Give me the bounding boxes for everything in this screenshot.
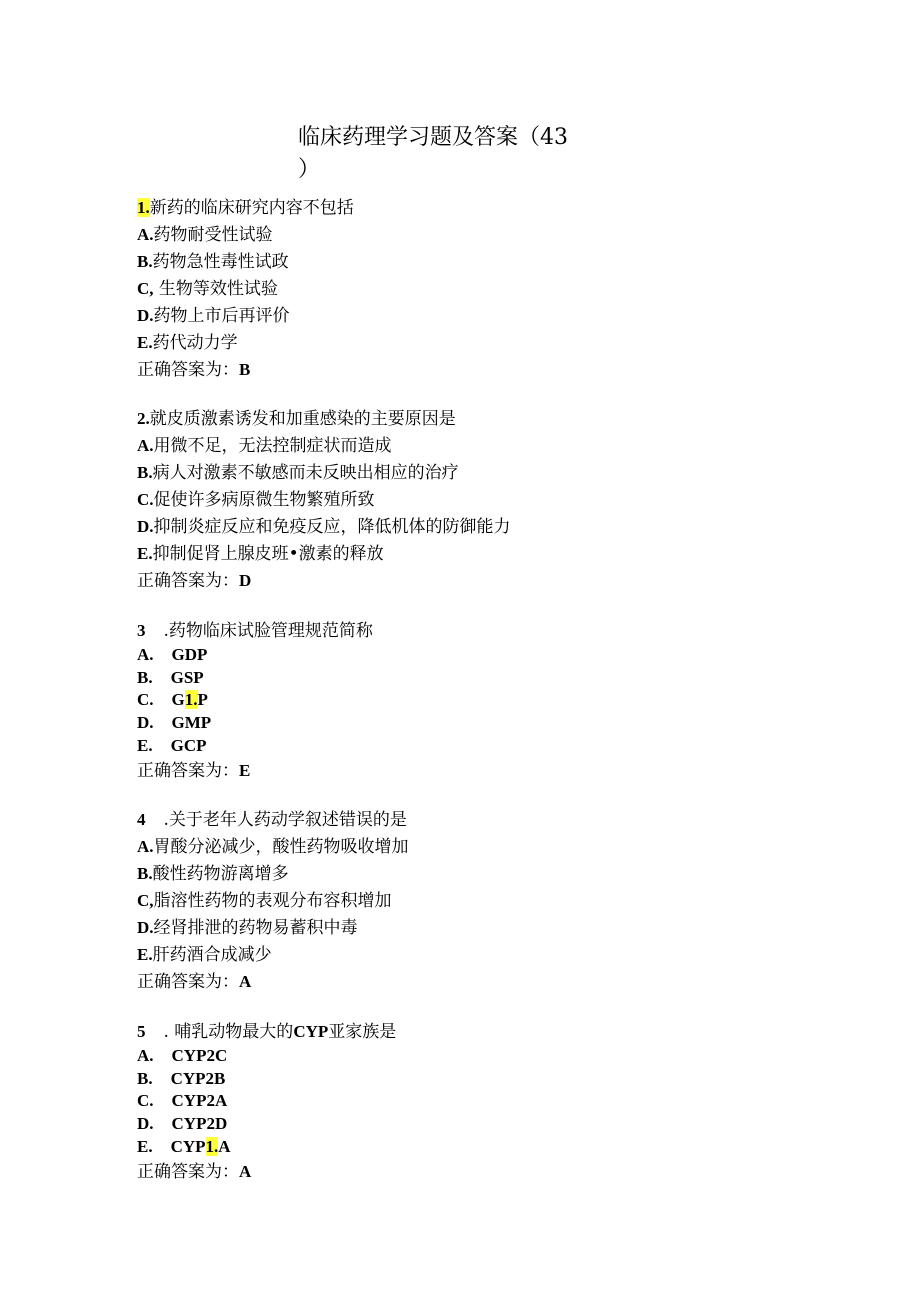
- option-text: 胃酸分泌减少，酸性药物吸收增加: [153, 837, 409, 857]
- stem-text-suffix: 亚家族是: [328, 1022, 397, 1042]
- option-text: 促使许多病原微生物繁殖所致: [153, 490, 375, 510]
- option-letter: B.: [137, 864, 153, 883]
- highlighted-text: 1.: [184, 690, 198, 710]
- answer-value: B: [239, 360, 251, 379]
- stem-code: CYP: [293, 1022, 329, 1041]
- option-b: [137, 1068, 396, 1091]
- option-code-suffix: A: [218, 1136, 231, 1156]
- answer-line: [137, 757, 373, 784]
- option-letter: A.: [137, 436, 154, 455]
- option-letter: C.: [137, 490, 154, 509]
- option-d: [137, 302, 354, 329]
- question-stem: [137, 1018, 396, 1045]
- option-text: 酸性药物游离增多: [152, 864, 289, 884]
- title-line-1: 临床药理学习题及答案（43: [298, 125, 568, 150]
- option-letter: A.: [137, 1046, 154, 1065]
- answer-line: [137, 1158, 396, 1185]
- question-number: 4: [137, 810, 146, 829]
- option-letter: A.: [137, 645, 154, 664]
- option-text: 肝药酒合成减少: [152, 945, 272, 965]
- title-line-2: ）: [298, 157, 321, 182]
- option-text: 药代动力学: [152, 333, 238, 353]
- question-stem: [137, 806, 409, 833]
- answer-line: [137, 356, 354, 383]
- option-e: [137, 735, 373, 758]
- option-a: [137, 644, 373, 667]
- option-text: 生物等效性试验: [153, 279, 278, 299]
- question-4: [137, 806, 409, 995]
- option-letter: A.: [137, 837, 154, 856]
- option-e: [137, 941, 409, 968]
- option-letter: E.: [137, 1136, 153, 1156]
- option-letter: B.: [137, 252, 153, 271]
- option-code: CYP2A: [171, 1091, 228, 1111]
- option-d: [137, 513, 511, 540]
- option-text: 经肾排泄的药物易蓄积中毒: [153, 918, 358, 938]
- stem-text: 就皮质激素诱发和加重感染的主要原因是: [149, 409, 456, 429]
- option-letter: D.: [137, 517, 154, 536]
- option-e: [137, 329, 354, 356]
- option-text: 药物耐受性试验: [153, 225, 273, 245]
- option-b: [137, 860, 409, 887]
- answer-label: 正确答案为：: [137, 571, 239, 591]
- stem-text: . 哺乳动物最大的: [163, 1022, 294, 1042]
- option-letter: A.: [137, 225, 154, 244]
- option-text: 药物上市后再评价: [153, 306, 290, 326]
- option-letter: E.: [137, 945, 153, 964]
- option-a: [137, 432, 511, 459]
- option-text: 药物急性毒性试政: [152, 252, 289, 272]
- option-letter: B.: [137, 667, 153, 687]
- option-letter: D.: [137, 713, 154, 733]
- option-c: [137, 275, 354, 302]
- answer-value: D: [239, 571, 252, 590]
- option-code: CYP2B: [170, 1068, 226, 1088]
- option-d: [137, 712, 373, 735]
- option-code: CYP2D: [171, 1114, 228, 1134]
- question-stem: [137, 194, 354, 221]
- stem-text: .关于老年人药动学叙述错误的是: [163, 810, 407, 830]
- option-letter: D.: [137, 1114, 154, 1134]
- option-letter: B.: [137, 463, 153, 482]
- answer-label: 正确答案为：: [137, 1162, 239, 1183]
- option-c: [137, 689, 373, 712]
- option-c: [137, 486, 511, 513]
- option-text: 抑制促肾上腺皮班•激素的释放: [152, 544, 384, 564]
- page-title: [298, 122, 608, 186]
- option-text: 脂溶性药物的表观分布容积增加: [153, 891, 392, 911]
- option-letter: E.: [137, 333, 153, 352]
- option-e: [137, 1136, 396, 1159]
- answer-line: [137, 567, 511, 594]
- option-code: GMP: [171, 713, 212, 733]
- stem-text: .药物临床试脸管理规范简称: [163, 621, 373, 641]
- option-d: [137, 1113, 396, 1136]
- option-code: GDP: [171, 645, 208, 664]
- option-code: GCP: [170, 735, 207, 755]
- question-5: [137, 1018, 396, 1185]
- option-letter: D.: [137, 306, 154, 325]
- stem-text: 新药的临床研究内容不包括: [149, 198, 354, 218]
- question-3: [137, 617, 373, 784]
- option-text: 病人对激素不敏感而未反映出相应的治疗: [152, 463, 459, 483]
- option-text: 抑制炎症反应和免疫反应，降低机体的防御能力: [153, 517, 511, 537]
- question-stem: [137, 405, 511, 432]
- question-number: 2.: [137, 409, 150, 428]
- option-code: CYP2C: [171, 1046, 228, 1065]
- option-e: [137, 540, 511, 567]
- answer-label: 正确答案为：: [137, 761, 239, 782]
- option-a: [137, 833, 409, 860]
- option-code-suffix: P: [197, 690, 208, 710]
- option-letter: C.: [137, 1091, 154, 1111]
- answer-label: 正确答案为：: [137, 360, 239, 380]
- option-text: 用微不足，无法控制症状而造成: [153, 436, 392, 456]
- question-stem: [137, 617, 373, 644]
- option-d: [137, 914, 409, 941]
- question-1: [137, 194, 354, 383]
- option-letter: C,: [137, 279, 154, 298]
- answer-line: [137, 968, 409, 995]
- option-c: [137, 887, 409, 914]
- option-letter: E.: [137, 735, 153, 755]
- option-code: GSP: [170, 667, 204, 687]
- option-code: CYP: [170, 1136, 206, 1156]
- answer-value: A: [239, 972, 252, 991]
- option-letter: C,: [137, 891, 154, 910]
- question-2: [137, 405, 511, 594]
- option-code: G: [171, 690, 185, 710]
- highlighted-text: 1.: [205, 1136, 219, 1156]
- option-letter: C.: [137, 690, 154, 710]
- option-a: [137, 1045, 396, 1068]
- answer-value: A: [239, 1162, 252, 1182]
- option-b: [137, 248, 354, 275]
- answer-value: E: [239, 761, 251, 781]
- option-letter: E.: [137, 544, 153, 563]
- option-letter: D.: [137, 918, 154, 937]
- question-number: 3: [137, 621, 146, 640]
- option-letter: B.: [137, 1068, 153, 1088]
- option-a: [137, 221, 354, 248]
- answer-label: 正确答案为：: [137, 972, 239, 992]
- option-b: [137, 459, 511, 486]
- question-number: 5: [137, 1022, 146, 1041]
- question-number: 1.: [137, 198, 150, 217]
- option-c: [137, 1090, 396, 1113]
- option-b: [137, 667, 373, 690]
